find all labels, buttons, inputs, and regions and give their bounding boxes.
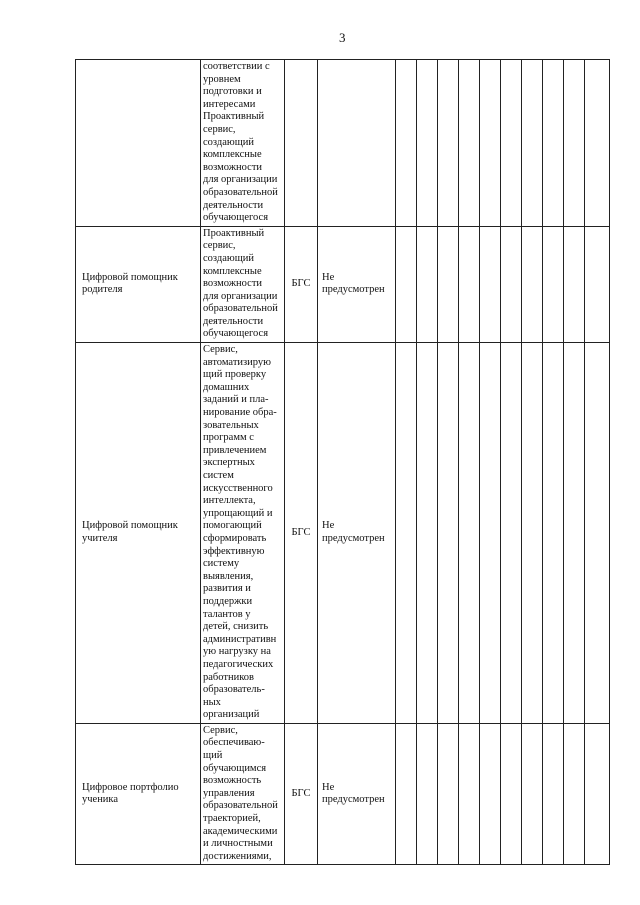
description-line: заданий и пла- (203, 394, 269, 406)
service-status-cell (318, 60, 396, 227)
service-description-cell (201, 723, 285, 865)
empty-cell (564, 343, 585, 724)
empty-cell (480, 723, 501, 865)
empty-cell (459, 60, 480, 227)
empty-cell (396, 226, 417, 342)
description-line: Проактивный (203, 111, 265, 123)
status-line: предусмотрен (322, 284, 385, 296)
description-line: возможности (203, 278, 263, 290)
status-line: предусмотрен (322, 532, 385, 544)
description-line: для организации (203, 290, 278, 302)
description-line: создающий (203, 136, 255, 148)
description-line: эффективную (203, 545, 265, 557)
description-line: детей, снизить (203, 621, 269, 633)
service-group-cell: БГС (285, 226, 318, 342)
empty-cell (585, 343, 610, 724)
status-line: Не (322, 271, 335, 283)
description-line: педагогических (203, 658, 274, 670)
description-line: управления (203, 787, 255, 799)
description-line: систем (203, 470, 234, 481)
description-line: образовательной (203, 303, 278, 315)
empty-cell (501, 60, 522, 227)
empty-cell (564, 226, 585, 342)
description-line: работников (203, 671, 254, 683)
description-line: траекторией, (203, 813, 261, 825)
description-line: привлечением (203, 444, 267, 456)
service-group-cell: БГС (285, 343, 318, 724)
empty-cell (396, 723, 417, 865)
service-name-cell (76, 226, 201, 342)
empty-cell (522, 723, 543, 865)
description-line: сформировать (203, 532, 267, 544)
description-line: Проактивный (203, 227, 265, 239)
empty-cell (459, 343, 480, 724)
empty-cell (459, 226, 480, 342)
empty-cell (438, 343, 459, 724)
empty-cell (585, 226, 610, 342)
description-line: ных (203, 696, 221, 708)
empty-cell (396, 343, 417, 724)
empty-cell (438, 723, 459, 865)
service-description-cell (201, 60, 285, 227)
empty-cell (543, 60, 564, 227)
description-line: талантов у (203, 608, 251, 620)
service-status-cell (318, 226, 396, 342)
status-line: предусмотрен (322, 794, 385, 806)
service-group-cell (285, 60, 318, 227)
description-line: уровнем (203, 73, 241, 85)
description-line: комплексные (203, 265, 262, 277)
name-line: родителя (82, 284, 123, 296)
empty-cell (564, 60, 585, 227)
empty-cell (480, 343, 501, 724)
description-line: Сервис, (203, 724, 238, 736)
description-line: образовательной (203, 186, 278, 198)
name-line: учителя (82, 532, 118, 544)
description-line: и личностными (203, 838, 273, 850)
empty-cell (480, 60, 501, 227)
description-line: автоматизирую (203, 356, 271, 368)
description-line: интеллекта, (203, 495, 256, 507)
empty-cell (501, 343, 522, 724)
table-row (76, 226, 610, 342)
description-line: щий проверку (203, 369, 267, 381)
empty-cell (417, 226, 438, 342)
empty-cell (564, 723, 585, 865)
description-line: соответствии с (203, 61, 270, 72)
description-line: щий (203, 750, 223, 762)
empty-cell (396, 60, 417, 227)
description-line: зовательных (203, 419, 259, 431)
empty-cell (585, 60, 610, 227)
empty-cell (417, 60, 438, 227)
description-line: выявления, (203, 570, 254, 582)
table-row (76, 60, 610, 227)
empty-cell (522, 226, 543, 342)
empty-cell (480, 226, 501, 342)
services-table (75, 59, 610, 865)
description-line: образовательной (203, 800, 278, 812)
description-line: для организации (203, 174, 278, 186)
description-line: сервис, (203, 123, 236, 135)
table-row (76, 343, 610, 724)
name-line: Цифровой помощник (82, 271, 178, 283)
name-line: Цифровое портфолио (82, 781, 179, 793)
service-description-cell (201, 226, 285, 342)
description-line: сервис, (203, 240, 236, 252)
empty-cell (501, 226, 522, 342)
description-line: академическими (203, 825, 278, 837)
empty-cell (438, 60, 459, 227)
service-group-cell: БГС (285, 723, 318, 865)
description-line: деятельности (203, 315, 264, 327)
description-line: возможность (203, 775, 262, 787)
description-line: достижениями, (203, 850, 272, 862)
service-name-cell (76, 723, 201, 865)
empty-cell (522, 60, 543, 227)
name-line: Цифровой помощник (82, 520, 178, 532)
name-line: ученика (82, 794, 119, 806)
description-line: возможности (203, 161, 263, 173)
empty-cell (585, 723, 610, 865)
empty-cell (417, 343, 438, 724)
service-status-cell (318, 723, 396, 865)
table-row (76, 723, 610, 865)
description-line: Сервис, (203, 344, 238, 356)
empty-cell (501, 723, 522, 865)
empty-cell (543, 723, 564, 865)
description-line: обучающегося (203, 328, 269, 340)
description-line: систему (203, 558, 240, 570)
empty-cell (543, 226, 564, 342)
description-line: организаций (203, 709, 260, 721)
empty-cell (522, 343, 543, 724)
empty-cell (438, 226, 459, 342)
description-line: развития и (203, 583, 251, 595)
description-line: домашних (203, 381, 250, 393)
description-line: нирование обра- (203, 407, 277, 419)
description-line: ую нагрузку на (203, 646, 271, 658)
service-description-cell (201, 343, 285, 724)
description-line: упрощающий и (203, 507, 273, 519)
description-line: административн (203, 633, 277, 645)
service-name-cell (76, 60, 201, 227)
empty-cell (459, 723, 480, 865)
description-line: программ с (203, 432, 254, 444)
description-line: образователь- (203, 684, 265, 696)
description-line: помогающий (203, 520, 262, 532)
description-line: поддержки (203, 595, 253, 607)
description-line: обеспечиваю- (203, 737, 265, 749)
description-line: искусственного (203, 482, 273, 494)
description-line: интересами (203, 98, 256, 110)
description-line: обучающимся (203, 762, 267, 774)
description-line: обучающегося (203, 212, 269, 224)
status-line: Не (322, 781, 335, 793)
page-number: 3 (339, 30, 346, 45)
description-line: экспертных (203, 457, 255, 469)
service-name-cell (76, 343, 201, 724)
service-status-cell (318, 343, 396, 724)
description-line: комплексные (203, 149, 262, 161)
description-line: деятельности (203, 199, 264, 211)
description-line: подготовки и (203, 86, 262, 98)
status-line: Не (322, 520, 335, 532)
description-line: создающий (203, 252, 255, 264)
empty-cell (417, 723, 438, 865)
empty-cell (543, 343, 564, 724)
